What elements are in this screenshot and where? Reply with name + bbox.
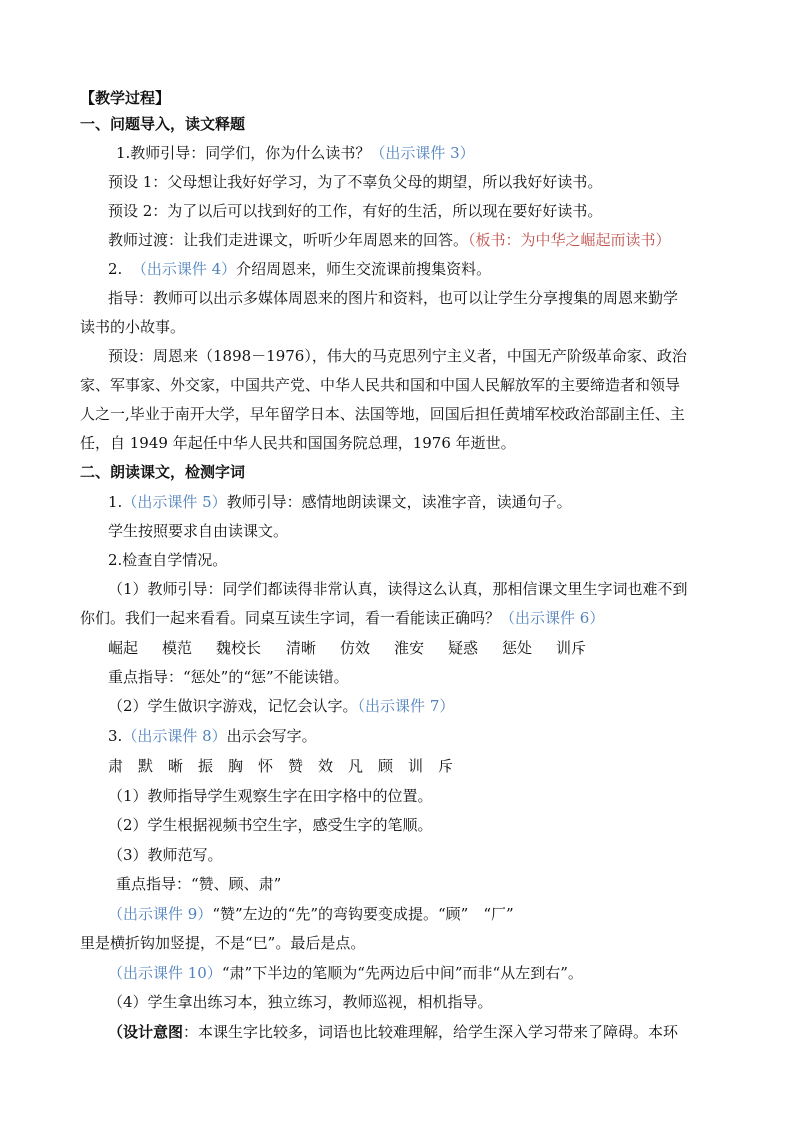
paragraph: （1）教师引导：同学们都读得非常认真，读得这么认真，那相信课文里生字词也难不到 — [108, 580, 688, 598]
board-note: （板书：为中华之崛起而读书） — [468, 231, 671, 249]
section-heading: 【教学过程】 — [80, 89, 171, 107]
writing-char: 振 — [198, 757, 214, 775]
paragraph: 指导：教师可以出示多媒体周恩来的图片和资料，也可以让学生分享搜集的周恩来勤学 — [108, 289, 679, 307]
paragraph: 预设 1：父母想让我好好学习，为了不辜负父母的期望，所以我好好读书。 — [108, 173, 603, 191]
courseware-ref: （出示课件 6） — [500, 609, 605, 627]
paragraph: （1）教师指导学生观察生字在田字格中的位置。 — [108, 787, 433, 805]
paragraph: 预设 2：为了以后可以找到好的工作，有好的生活，所以现在要好好读书。 — [108, 202, 603, 220]
writing-char: 胸 — [228, 757, 244, 775]
vocab-word-list — [108, 638, 610, 658]
courseware-ref: （出示课件 4） — [131, 260, 237, 278]
paragraph: （3）教师范写。 — [108, 846, 223, 864]
paragraph: 任，自 1949 年起任中华人民共和国国务院总理，1976 年逝世。 — [80, 434, 516, 452]
paragraph: （2）学生做识字游戏，记忆会认字。（出示课件 7） — [108, 697, 455, 715]
paragraph: 1.教师引导：同学们，你为什么读书？（出示课件 3） — [116, 144, 475, 162]
paragraph: （出示课件 9）“赞”左边的“先”的弯钩要变成提。“顾” “厂” — [108, 905, 514, 923]
design-intent-label: （设计意图 — [108, 1023, 184, 1041]
writing-char: 训 — [408, 757, 424, 775]
paragraph: 教师过渡：让我们走进课文，听听少年周恩来的回答。（板书：为中华之崛起而读书） — [108, 231, 671, 249]
courseware-ref: （出示课件 7） — [357, 697, 455, 715]
paragraph: 重点指导：“赞、顾、肃” — [116, 875, 282, 893]
vocab-word: 训斥 — [556, 639, 587, 657]
design-intent: （设计意图：本课生字比较多，词语也比较难理解，给学生深入学习带来了障碍。本环 — [108, 1023, 679, 1041]
writing-char: 默 — [138, 757, 154, 775]
paragraph: （出示课件 10）“肃”下半边的笔顺为“先两边后中间”而非“从左到右”。 — [108, 964, 583, 982]
vocab-word: 疑惑 — [448, 639, 479, 657]
paragraph: 人之一,毕业于南开大学，早年留学日本、法国等地，回国后担任黄埔军校政治部副主任、主 — [80, 405, 685, 423]
paragraph: 学生按照要求自由读课文。 — [108, 522, 289, 540]
vocab-word: 崛起 — [108, 639, 139, 657]
courseware-ref: （出示课件 8） — [122, 727, 227, 745]
writing-char: 晰 — [168, 757, 184, 775]
paragraph: 你们。我们一起来看看。同桌互读生字词，看一看能读正确吗？（出示课件 6） — [80, 609, 605, 627]
paragraph: （4）学生拿出练习本，独立练习，教师巡视，相机指导。 — [108, 993, 493, 1011]
writing-char: 顾 — [378, 757, 394, 775]
paragraph: 2. （出示课件 4）介绍周恩来，师生交流课前搜集资料。 — [108, 260, 492, 278]
writing-char: 凡 — [348, 757, 364, 775]
writing-char: 斥 — [438, 757, 454, 775]
courseware-ref: （出示课件 5） — [122, 493, 227, 511]
paragraph: 家、军事家、外交家，中国共产党、中华人民共和国和中国人民解放军的主要缔造者和领导 — [80, 376, 681, 394]
paragraph: 2.检查自学情况。 — [108, 551, 228, 569]
writing-char: 肃 — [108, 757, 124, 775]
courseware-ref: （出示课件 10） — [108, 964, 222, 982]
vocab-word: 淮安 — [394, 639, 425, 657]
paragraph: 读书的小故事。 — [80, 318, 186, 336]
paragraph: 3.（出示课件 8）出示会写字。 — [108, 727, 317, 745]
paragraph: 里是横折钩加竖提，不是“巳”。最后是点。 — [80, 934, 366, 952]
writing-char-list — [108, 756, 468, 776]
part1-title: 一、问题导入，读文释题 — [80, 115, 246, 133]
writing-char: 效 — [318, 757, 334, 775]
paragraph: 1.（出示课件 5）教师引导：感情地朗读课文，读准字音，读通句子。 — [108, 493, 572, 511]
vocab-word: 惩处 — [502, 639, 533, 657]
vocab-word: 仿效 — [340, 639, 371, 657]
vocab-word: 魏校长 — [216, 639, 262, 657]
vocab-word: 模范 — [162, 639, 193, 657]
vocab-word: 清晰 — [286, 639, 317, 657]
paragraph: （2）学生根据视频书空生字，感受生字的笔顺。 — [108, 816, 433, 834]
courseware-ref: （出示课件 9） — [108, 905, 213, 923]
part2-title: 二、朗读课文，检测字词 — [80, 463, 246, 481]
writing-char: 怀 — [258, 757, 274, 775]
paragraph: 重点指导：“惩处”的“惩”不能读错。 — [108, 668, 349, 686]
paragraph: 预设：周恩来（1898－1976），伟大的马克思列宁主义者，中国无产阶级革命家、政治 — [108, 347, 687, 365]
writing-char: 赞 — [288, 757, 304, 775]
courseware-ref: （出示课件 3） — [370, 144, 475, 162]
